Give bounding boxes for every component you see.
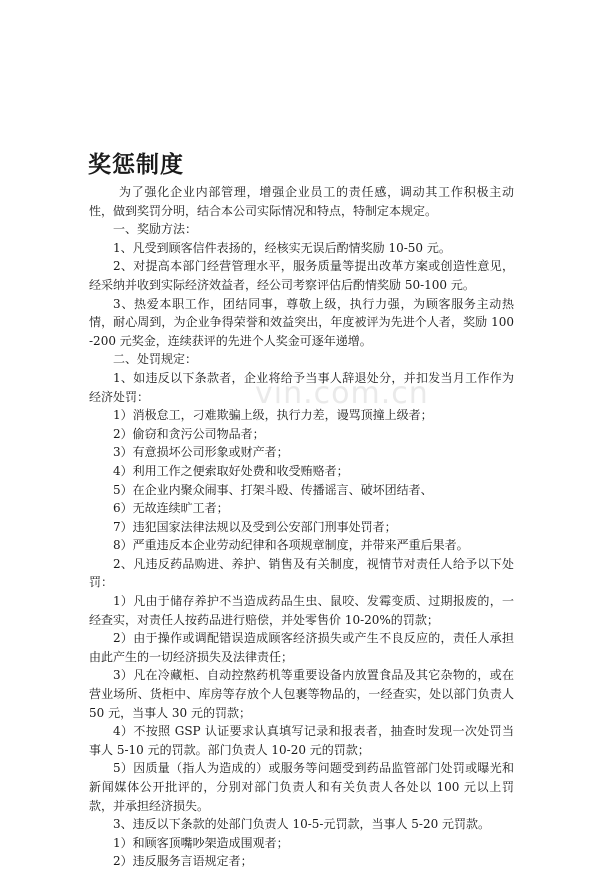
intro-paragraph: 为了强化企业内部管理，增强企业员工的责任感，调动其工作积极主动性，做到奖罚分明，结合本公司实际情况和特点，特制定本规定。 — [89, 185, 514, 218]
list-item: 3）有意损坏公司形象或财产者； — [113, 445, 289, 460]
paragraph: 1、凡受到顾客信件表扬的，经核实无误后酌情奖励 10-50 元。 — [113, 240, 451, 255]
section-heading: 二、处罚规定： — [113, 352, 198, 367]
list-item: 4）利用工作之便索取好处费和收受贿赂者； — [113, 463, 349, 478]
list-item: 6）无故连续旷工者； — [113, 501, 229, 516]
paragraph: 3、热爱本职工作，团结同事，尊敬上级，执行力强，为顾客服务主动热情，耐心周到，为企业争得荣誉和效益突出，年度被评为先进个人者，奖励 100-200 元奖金，连续获评的先进个人奖金可逐年递增。 — [89, 296, 514, 348]
list-item: 5）在企业内聚众闹事、打架斗殴、传播谣言、破坏团结者、 — [113, 482, 433, 497]
paragraph: 3、违反以下条款的处部门负责人 10-5-元罚款，当事人 5-20 元罚款。 — [113, 817, 491, 832]
paragraph: 2、凡违反药品购进、养护、销售及有关制度，视情节对责任人给予以下处罚： — [89, 556, 514, 590]
list-item: 2）偷窃和贪污公司物品者； — [113, 426, 265, 441]
list-item: 2）违反服务言语规定者； — [113, 854, 253, 869]
list-item: 1）凡由于储存养护不当造成药品生虫、鼠咬、发霉变质、过期报废的，一经查实，对责任人按药品进行赔偿，并处零售价 10-20%的罚款； — [89, 594, 514, 627]
paragraph: 2、对提高本部门经营管理水平，服务质量等提出改革方案或创造性意见，经采纳并收到实际经济效益者，经公司考察评估后酌情奖励 50-100 元。 — [89, 259, 514, 292]
list-item: 7）违犯国家法律法规以及受到公安部门刑事处罚者； — [113, 519, 397, 534]
watermark: vin.com.cn — [255, 376, 429, 411]
list-item: 8）严重违反本企业劳动纪律和各项规章制度，并带来严重后果者。 — [113, 538, 469, 553]
list-item: 4）不按照 GSP 认证要求认真填写记录和报表者，抽查时发现一次处罚当事人 5-10 元的罚款。部门负责人 10-20 元的罚款； — [89, 724, 514, 757]
list-item: 1）消极怠工，刁难欺骗上级，执行力差，谩骂顶撞上级者； — [113, 408, 433, 423]
list-item: 2）由于操作或调配错误造成顾客经济损失或产生不良反应的，责任人承担由此产生的一切经济损失及法律责任； — [89, 631, 514, 664]
list-item: 5）因质量（指人为造成的）或服务等问题受到药品监管部门处罚或曝光和新闻媒体公开批评的，分别对部门负责人和有关负责人各处以 100 元以上罚款，并承担经济损失。 — [89, 761, 514, 813]
section-heading: 一、奖励方法： — [113, 222, 198, 237]
list-item: 3）凡在冷藏柜、自动控熬药机等重要设备内放置食品及其它杂物的，或在营业场所、货柜中、库房等存放个人包裹等物品的，一经查实，处以部门负责人 50 元，当事人 30 元的罚款； — [89, 668, 514, 720]
list-item: 1）和顾客顶嘴吵架造成围观者； — [113, 835, 289, 850]
paragraph: 1、如违反以下条款者，企业将给予当事人辞退处分，并扣发当月工作作为经济处罚： — [89, 370, 514, 404]
document-title: 奖惩制度 — [88, 152, 184, 178]
document-body — [89, 183, 514, 871]
